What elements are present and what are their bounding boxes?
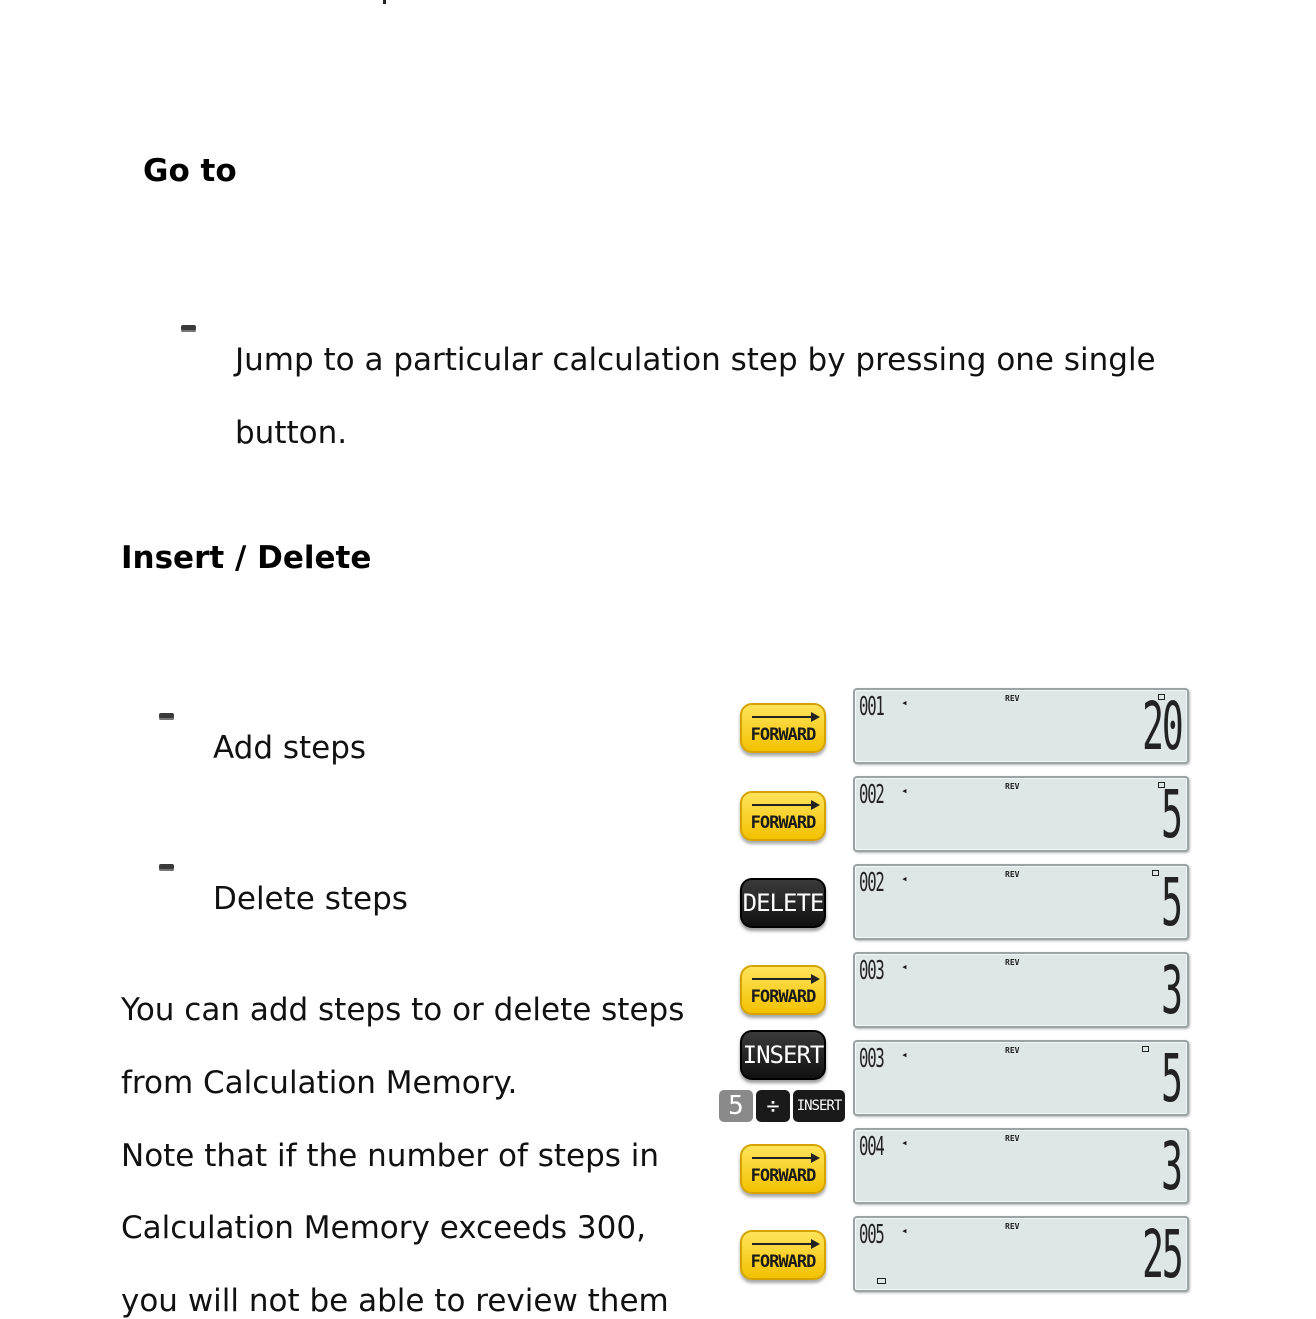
step-number: 003 — [859, 956, 884, 986]
display-value: 5 — [1161, 864, 1181, 941]
digit-5-key: 5 — [719, 1090, 753, 1122]
forward-key: FORWARD — [740, 1144, 826, 1194]
rev-indicator: REV — [1005, 1222, 1020, 1231]
insert-delete-heading: Insert / Delete — [121, 540, 372, 576]
arrow-right-icon — [752, 804, 812, 806]
display-value: 20 — [1141, 688, 1181, 765]
paragraph-line: Calculation Memory exceeds 300, — [121, 1210, 646, 1246]
lcd-display — [853, 952, 1189, 1028]
forward-key: FORWARD — [740, 791, 826, 841]
memory-square-icon — [1142, 1046, 1149, 1052]
bullet-icon — [159, 713, 174, 720]
paragraph-line: from Calculation Memory. — [121, 1065, 518, 1101]
forward-key: FORWARD — [740, 703, 826, 753]
indicator-dot: ◂ — [901, 1136, 908, 1149]
display-value: 3 — [1161, 952, 1181, 1029]
paragraph-line: you will not be able to review them — [121, 1283, 669, 1319]
lcd-display — [853, 1216, 1189, 1292]
cut-off-text-fragment — [383, 0, 386, 4]
rev-indicator: REV — [1005, 1134, 1020, 1143]
step-number: 002 — [859, 868, 884, 898]
divide-key: ÷ — [756, 1090, 790, 1122]
lcd-display — [853, 776, 1189, 852]
step-number: 002 — [859, 780, 884, 810]
memory-square-icon — [877, 1278, 886, 1284]
delete-key: DELETE — [740, 878, 826, 928]
goto-bullet-line1: Jump to a particular calculation step by pressing one single — [235, 342, 1156, 378]
step-number: 005 — [859, 1220, 884, 1250]
arrow-right-icon — [752, 978, 812, 980]
forward-key: FORWARD — [740, 965, 826, 1015]
step-number: 004 — [859, 1132, 884, 1162]
lcd-display — [853, 864, 1189, 940]
display-value: 25 — [1141, 1216, 1181, 1293]
goto-bullet-line2: button. — [235, 415, 348, 451]
bullet-add-steps: Add steps — [213, 730, 367, 766]
indicator-dot: ◂ — [901, 872, 908, 885]
lcd-display — [853, 1040, 1189, 1116]
rev-indicator: REV — [1005, 694, 1020, 703]
display-value: 3 — [1161, 1128, 1181, 1205]
bullet-icon — [159, 864, 174, 871]
lcd-display — [853, 688, 1189, 764]
goto-heading: Go to — [143, 153, 237, 189]
display-value: 5 — [1161, 1040, 1181, 1117]
rev-indicator: REV — [1005, 782, 1020, 791]
display-value: 5 — [1161, 776, 1181, 853]
indicator-dot: ◂ — [901, 1048, 908, 1061]
bullet-icon — [181, 325, 196, 332]
lcd-display — [853, 1128, 1189, 1204]
indicator-dot: ◂ — [901, 1224, 908, 1237]
step-number: 003 — [859, 1044, 884, 1074]
rev-indicator: REV — [1005, 870, 1020, 879]
paragraph-line: Note that if the number of steps in — [121, 1138, 660, 1174]
rev-indicator: REV — [1005, 958, 1020, 967]
memory-square-icon — [1152, 870, 1159, 876]
insert-key: INSERT — [740, 1030, 826, 1080]
forward-key: FORWARD — [740, 1230, 826, 1280]
bullet-delete-steps: Delete steps — [213, 881, 408, 917]
arrow-right-icon — [752, 1243, 812, 1245]
indicator-dot: ◂ — [901, 960, 908, 973]
paragraph-line: You can add steps to or delete steps — [121, 992, 685, 1028]
indicator-dot: ◂ — [901, 696, 908, 709]
rev-indicator: REV — [1005, 1046, 1020, 1055]
step-number: 001 — [859, 692, 884, 722]
indicator-dot: ◂ — [901, 784, 908, 797]
arrow-right-icon — [752, 716, 812, 718]
insert-mini-key: INSERT — [793, 1090, 845, 1122]
arrow-right-icon — [752, 1157, 812, 1159]
